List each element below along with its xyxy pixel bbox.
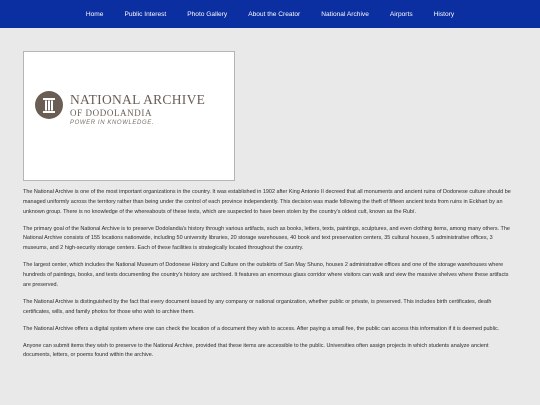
nav-national-archive-link[interactable]: National Archive <box>321 10 369 18</box>
logo-title: NATIONAL ARCHIVE <box>70 92 206 107</box>
nav-photo-gallery-link[interactable]: Photo Gallery <box>187 10 228 18</box>
paragraph-preservation: The National Archive is distinguished by the fact that every document issued by any company or national organization, whether public or private, is preserved. This includes birth certificates, death certificates, wills, and family photos for those who wish to archive them. <box>23 298 492 315</box>
main-content <box>0 28 540 405</box>
top-navigation-bar <box>0 0 540 28</box>
article-body <box>23 188 517 368</box>
nav-home-link[interactable]: Home <box>85 10 104 18</box>
nav-about-creator-link[interactable]: About the Creator <box>248 10 301 18</box>
national-archive-logo <box>23 51 235 181</box>
logo-tagline: POWER IN KNOWLEDGE. <box>70 120 155 126</box>
paragraph-history: The National Archive is one of the most important organizations in the country. It was established in 1902 after King Antonio II decreed that all monuments and ancient ruins of Dodonese culture should be managed uniformly across the territory rather than being under the control of each province independently. This decision was made following the theft of fifteen ancient texts from ruins in Eckhart by an unknown group. There is no knowledge of the whereabouts of these texts, which are suspected to have been stolen by the country's oldest cult, known as the Rubí. <box>23 189 511 215</box>
paragraph-submissions: Anyone can submit items they wish to preserve to the National Archive, provided that these items are accessible to the public. Universities often assign projects in which students analyze ancient documents, letters, or poems found within the archive. <box>23 342 489 359</box>
paragraph-digital-system: The National Archive offers a digital system where one can check the location of a document they wish to access. After paying a small fee, the public can access this information if it is deemed public. <box>23 325 500 332</box>
nav-public-interest-link[interactable]: Public Interest <box>124 10 167 18</box>
nav-airports-link[interactable]: Airports <box>389 10 413 18</box>
nav-history-link[interactable]: History <box>433 10 455 18</box>
logo-subtitle: OF DODOLANDIA <box>70 108 153 118</box>
paragraph-goal: The primary goal of the National Archive is to preserve Dodolandia's history through various artifacts, such as books, letters, texts, paintings, sculptures, and even clothing items, among many others. The National Archive consists of 155 locations nationwide, including 50 university libraries, 20 storage warehouses, 40 book and text preservation centers, 35 cultural houses, 5 administrative offices, 3 museums, and 2 high-security storage centers. Each of these facilities is strategically located throughout the country. <box>23 225 510 252</box>
pillar-column-icon <box>34 90 64 120</box>
paragraph-largest-center: The largest center, which includes the National Museum of Dodonese History and Culture on the outskirts of San May Shuno, houses 2 administrative offices and one of the storage warehouses where hundreds of paintings, books, and texts documenting the country's history are archived. It features an enormous glass corridor where visitors can walk and view the massive shelves where these artifacts are preserved. <box>23 262 509 288</box>
